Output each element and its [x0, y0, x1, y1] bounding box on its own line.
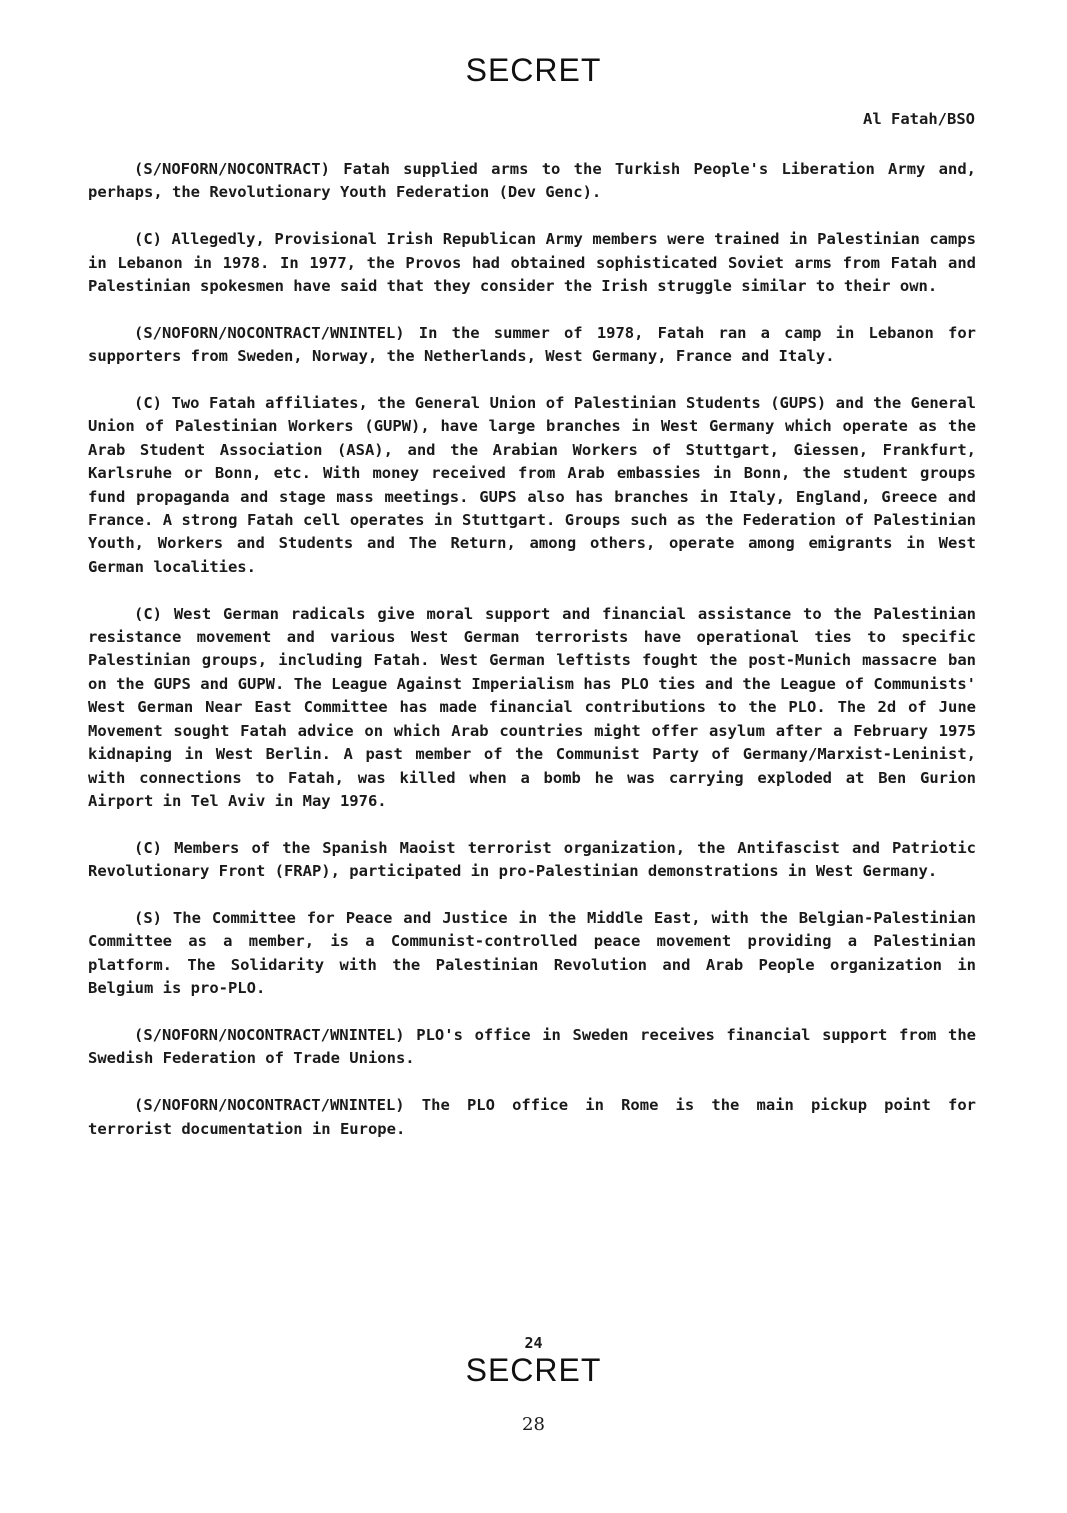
paragraph-plo-sweden: (S/NOFORN/NOCONTRACT/WNINTEL) PLO's office in Sweden receives financial support from the Swedish Federation of Trade Unions. [88, 1025, 976, 1068]
folio-page-number: 28 [522, 1414, 545, 1435]
paragraph-west-german-radicals: (C) West German radicals give moral support and financial assistance to the Palestinian resistance movement and various West German terrorists have operational ties to specific Palestinian groups, including Fatah. West German leftists fought the post-Munich massacre ban on the GUPS and GUPW. The League Against Imperialism has PLO ties and the League of Communists' West German Near East Committee has made financial contributions to the PLO. The 2d of June Movement sought Fatah advice on which Arab countries might offer asylum after a February 1975 kidnaping in West Berlin. A past member of the Communist Party of Germany/Marxist-Leninist, with connections to Fatah, was killed when a bomb he was carrying exploded at Ben Gurion Airport in Tel Aviv in May 1976. [88, 604, 976, 810]
paragraph-fatah-affiliates: (C) Two Fatah affiliates, the General Union of Palestinian Students (GUPS) and the General Union of Palestinian Workers (GUPW), have large branches in West Germany which operate as the Arab Student Association (ASA), and the Arabian Workers of Stuttgart, Giessen, Frankfurt, Karlsruhe or Bonn, etc. With money received from Arab embassies in Bonn, the student groups fund propaganda and stage mass meetings. GUPS also has branches in Italy, England, Greece and France. A strong Fatah cell operates in Stuttgart. Groups such as the Federation of Palestinian Youth, Workers and Students and The Return, among others, operate among emigrants in West German localities. [88, 394, 976, 576]
document-reference: Al Fatah/BSO [863, 110, 975, 128]
paragraph-lebanon-camp: (S/NOFORN/NOCONTRACT/WNINTEL) In the summer of 1978, Fatah ran a camp in Lebanon for supporters from Sweden, Norway, the Netherlands, West Germany, France and Italy. [88, 323, 976, 366]
internal-page-number: 24 [524, 1334, 543, 1352]
top-classification-marking: SECRET [465, 52, 602, 88]
paragraph-turkish-liberation-army: (S/NOFORN/NOCONTRACT) Fatah supplied arms to the Turkish People's Liberation Army and, perhaps, the Revolutionary Youth Federation (Dev Genc). [88, 160, 976, 202]
document-body [88, 158, 976, 1164]
paragraph-belgian-committee: (S) The Committee for Peace and Justice in the Middle East, with the Belgian-Palestinian Committee as a member, is a Communist-controlled peace movement providing a Palestinian platform. The Solidarity with the Palestinian Revolution and Arab People organization in Belgium is pro-PLO. [88, 908, 976, 998]
bottom-classification-marking: SECRET [465, 1352, 602, 1388]
paragraph-spanish-maoist: (C) Members of the Spanish Maoist terrorist organization, the Antifascist and Patriotic Revolutionary Front (FRAP), participated in pro-Palestinian demonstrations in West Germany. [88, 838, 976, 881]
paragraph-plo-rome: (S/NOFORN/NOCONTRACT/WNINTEL) The PLO office in Rome is the main pickup point for terrorist documentation in Europe. [88, 1096, 976, 1138]
paragraph-provisional-ira: (C) Allegedly, Provisional Irish Republican Army members were trained in Palestinian camps in Lebanon in 1978. In 1977, the Provos had obtained sophisticated Soviet arms from Fatah and Palestinian spokesmen have said that they consider the Irish struggle similar to their own. [88, 230, 976, 296]
